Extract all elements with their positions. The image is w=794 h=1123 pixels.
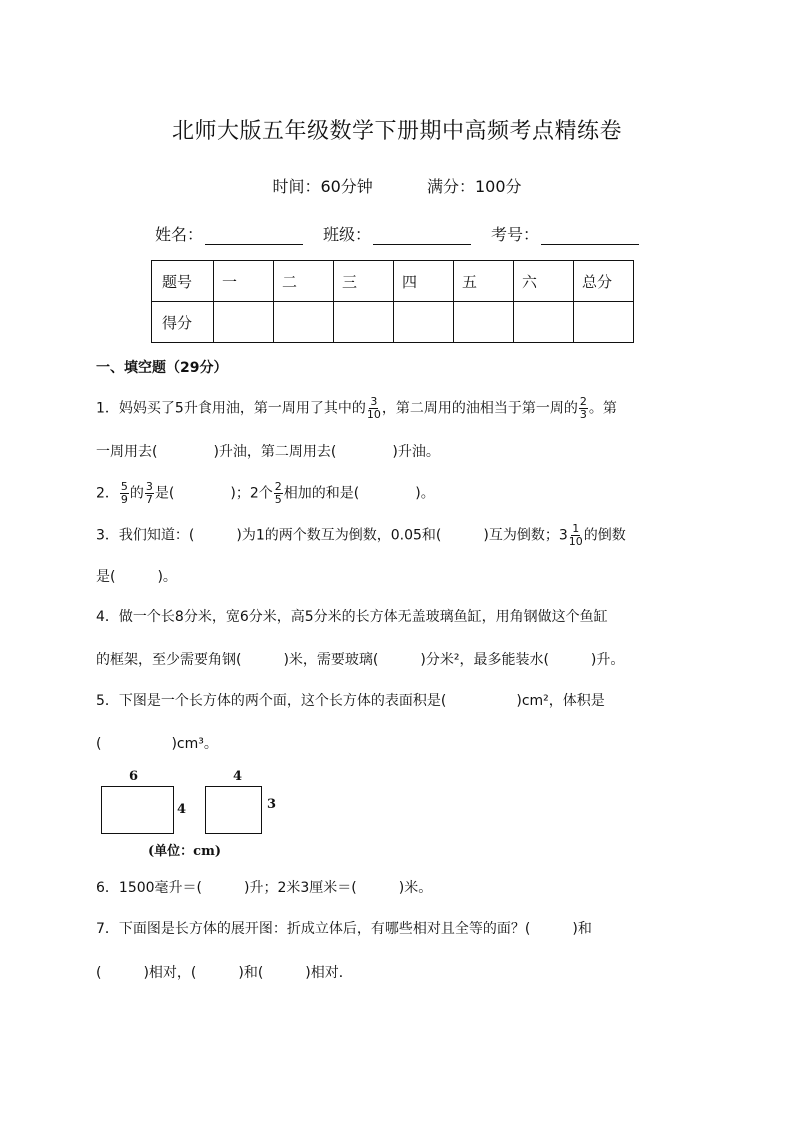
fraction (274, 481, 283, 506)
fraction-denominator: 9 (120, 493, 128, 506)
rect2-top-label: 4 (233, 769, 243, 784)
rectangle-face-2 (205, 786, 262, 834)
q2-text-d: 相加的和是( )。 (283, 485, 435, 502)
fraction-numerator: 3 (370, 395, 378, 408)
score-cell[interactable] (334, 302, 394, 343)
q3-text-b: 的倒数 (583, 527, 626, 544)
question-1-line-2: 一周用去( )升油，第二周用去( )升油。 (96, 444, 440, 460)
time-limit: 时间：60分钟 (272, 177, 373, 196)
page-title: 北师大版五年级数学下册期中高频考点精练卷 (171, 119, 622, 144)
class-blank[interactable] (373, 228, 471, 245)
fraction-denominator: 3 (579, 408, 587, 421)
score-table-header-row (152, 261, 634, 302)
row-label: 得分 (152, 302, 214, 343)
fraction-numerator: 2 (579, 395, 587, 408)
question-7-line-1: 7．下面图是长方体的展开图：折成立体后，有哪些相对且全等的面？( )和 (96, 921, 592, 937)
q3-text-a: 3．我们知道：( )为1的两个数互为倒数，0.05和( )互为倒数；3 (96, 527, 568, 544)
exam-no-field (491, 222, 639, 245)
rect2-side-label: 3 (267, 797, 277, 812)
fraction (120, 481, 129, 506)
section-heading: 一、填空题（29分） (96, 360, 228, 376)
fraction-numerator: 3 (145, 480, 153, 493)
header-cell: 五 (454, 261, 514, 302)
fraction (145, 481, 154, 506)
name-field (155, 222, 303, 245)
question-4-line-1: 4．做一个长8分米，宽6分米，高5分米的长方体无盖玻璃鱼缸，用角钢做这个鱼缸 (96, 609, 608, 625)
q2-text-a: 2． (96, 485, 119, 502)
fraction-denominator: 10 (568, 535, 583, 548)
fraction-denominator: 5 (274, 493, 282, 506)
rect1-top-label: 6 (129, 769, 139, 784)
class-label: 班级： (323, 225, 372, 244)
name-blank[interactable] (205, 228, 303, 245)
header-cell: 一 (214, 261, 274, 302)
q1-text-a: 1．妈妈买了5升食用油，第一周用了其中的 (96, 400, 366, 417)
exam-meta (0, 174, 794, 197)
score-table-score-row (152, 302, 634, 343)
rect1-side-label: 4 (177, 802, 187, 817)
fraction (569, 523, 583, 548)
q2-text-c: 是( )；2个 (154, 485, 273, 502)
exam-no-blank[interactable] (541, 228, 639, 245)
fraction (367, 396, 381, 421)
fraction-numerator: 5 (120, 480, 128, 493)
question-3-line-2: 是( )。 (96, 569, 177, 585)
rectangle-face-1 (101, 786, 174, 834)
header-cell: 三 (334, 261, 394, 302)
question-7-line-2: ( )相对，( )和( )相对． (96, 965, 353, 981)
question-1-line-1 (96, 396, 617, 421)
question-5-line-1: 5．下图是一个长方体的两个面，这个长方体的表面积是( )cm²，体积是 (96, 693, 605, 709)
q1-text-c: 。第 (588, 400, 617, 417)
score-cell[interactable] (454, 302, 514, 343)
name-label: 姓名： (155, 225, 204, 244)
score-cell[interactable] (274, 302, 334, 343)
header-cell: 六 (514, 261, 574, 302)
fraction-numerator: 1 (572, 522, 580, 535)
question-6: 6．1500毫升＝( )升；2米3厘米＝( )米。 (96, 880, 433, 896)
header-cell: 总分 (574, 261, 634, 302)
score-cell[interactable] (214, 302, 274, 343)
score-cell[interactable] (394, 302, 454, 343)
q1-text-b: ，第二周用的油相当于第一周的 (381, 400, 578, 417)
header-cell: 二 (274, 261, 334, 302)
score-table (151, 260, 634, 343)
question-5-line-2: ( )cm³。 (96, 736, 218, 752)
class-field (323, 222, 471, 245)
fraction-numerator: 2 (274, 480, 282, 493)
exam-no-label: 考号： (491, 225, 540, 244)
question-2 (96, 481, 435, 506)
q2-text-b: 的 (129, 485, 144, 502)
header-cell: 题号 (152, 261, 214, 302)
unit-note: (单位：cm) (148, 844, 221, 859)
fraction-denominator: 7 (145, 493, 153, 506)
question-3-line-1 (96, 523, 626, 548)
score-cell[interactable] (574, 302, 634, 343)
question-4-line-2: 的框架，至少需要角钢( )米，需要玻璃( )分米²，最多能装水( )升。 (96, 652, 625, 668)
fraction-denominator: 10 (366, 408, 381, 421)
fraction (579, 396, 588, 421)
score-cell[interactable] (514, 302, 574, 343)
full-score: 满分：100分 (427, 177, 522, 196)
header-cell: 四 (394, 261, 454, 302)
